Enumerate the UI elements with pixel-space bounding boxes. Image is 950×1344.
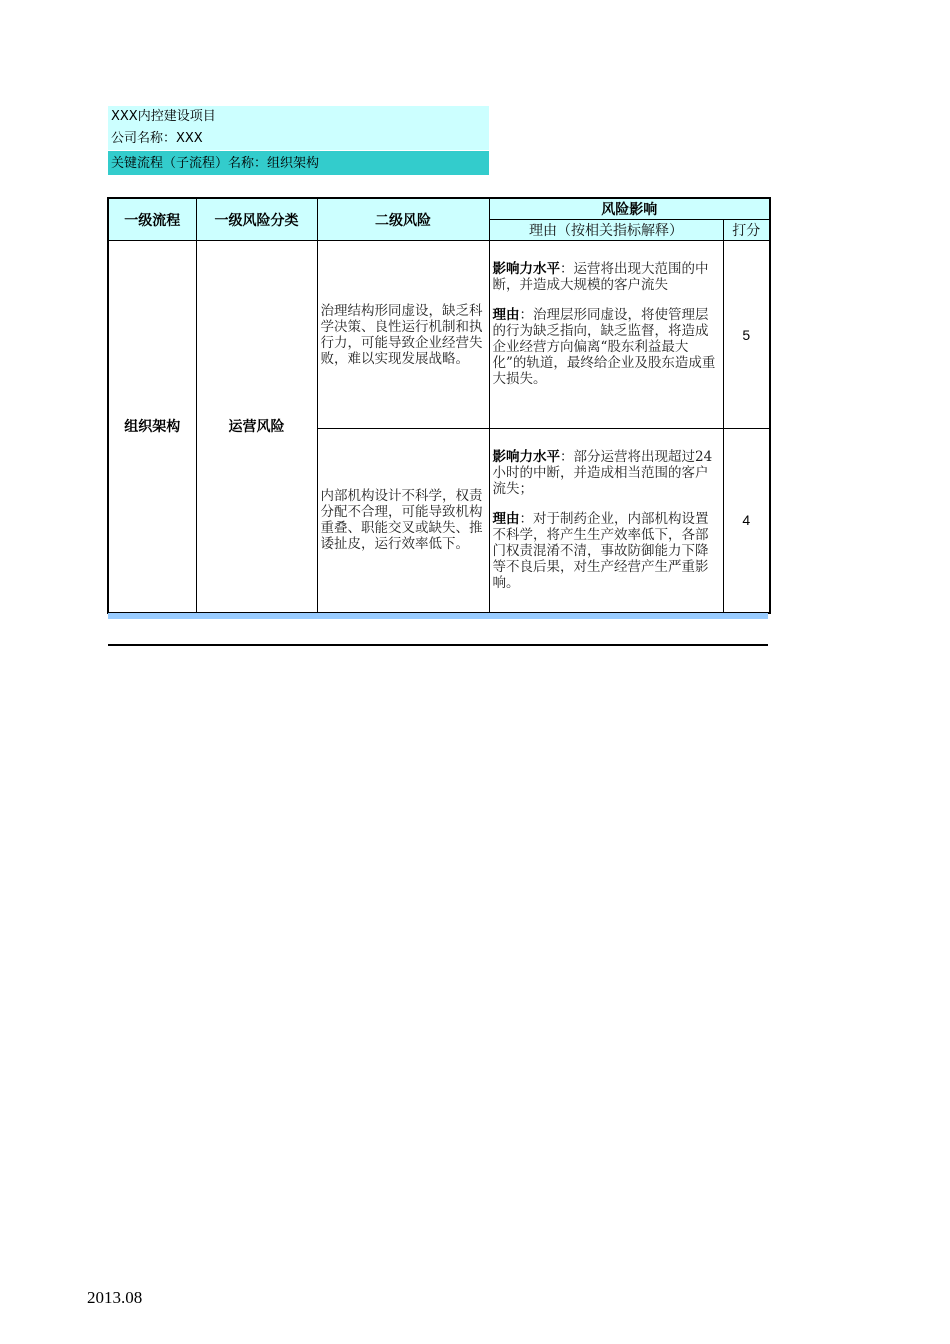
table-row: [108, 241, 770, 429]
header-score: 打分: [723, 220, 770, 241]
impact-reason-cell: [489, 429, 723, 613]
risk-assessment-table: [107, 197, 771, 614]
score-value: 4: [723, 429, 770, 613]
reason-label: 理由: [492, 307, 520, 323]
project-title: XXX内控建设项目: [108, 106, 489, 128]
header-reason: 理由（按相关指标解释）: [489, 220, 723, 241]
level1-risk-category-value: 运营风险: [196, 241, 317, 613]
impact-reason-cell: [489, 241, 723, 429]
company-name: 公司名称：XXX: [108, 128, 489, 150]
impact-text: ：运营将出现大范围的中断，并造成大规模的客户流失: [492, 261, 709, 293]
impact-label: 影响力水平: [492, 449, 560, 465]
header-risk-impact: 风险影响: [489, 198, 770, 220]
table-footer-bar: [108, 613, 768, 619]
score-value: 5: [723, 241, 770, 429]
impact-label: 影响力水平: [492, 261, 560, 277]
level1-process-value: 组织架构: [108, 241, 196, 613]
header-level2-risk: 二级风险: [317, 198, 489, 241]
footer-date: 2013.08: [87, 1288, 143, 1307]
process-name: 关键流程（子流程）名称：组织架构: [108, 151, 489, 175]
reason-label: 理由: [492, 511, 520, 527]
reason-text: ：治理层形同虚设，将使管理层的行为缺乏指向，缺乏监督，将造成企业经营方向偏离“股东利益最大化”的轨道，最终给企业及股东造成重大损失。: [492, 307, 716, 387]
reason-text: ：对于制药企业，内部机构设置不科学，将产生生产效率低下，各部门权责混淆不清，事故防御能力下降等不良后果，对生产经营产生严重影响。: [492, 511, 709, 591]
level2-risk-text: 内部机构设计不科学，权责分配不合理，可能导致机构重叠、职能交叉或缺失、推诿扯皮，运行效率低下。: [317, 429, 489, 613]
header-level1-process: 一级流程: [108, 198, 196, 241]
document-header: [108, 106, 489, 175]
horizontal-divider: [108, 644, 768, 646]
level2-risk-text: 治理结构形同虚设，缺乏科学决策、良性运行机制和执行力，可能导致企业经营失败，难以实现发展战略。: [317, 241, 489, 429]
impact-text: ：部分运营将出现超过24小时的中断，并造成相当范围的客户流失；: [492, 449, 713, 497]
header-level1-risk-category: 一级风险分类: [196, 198, 317, 241]
